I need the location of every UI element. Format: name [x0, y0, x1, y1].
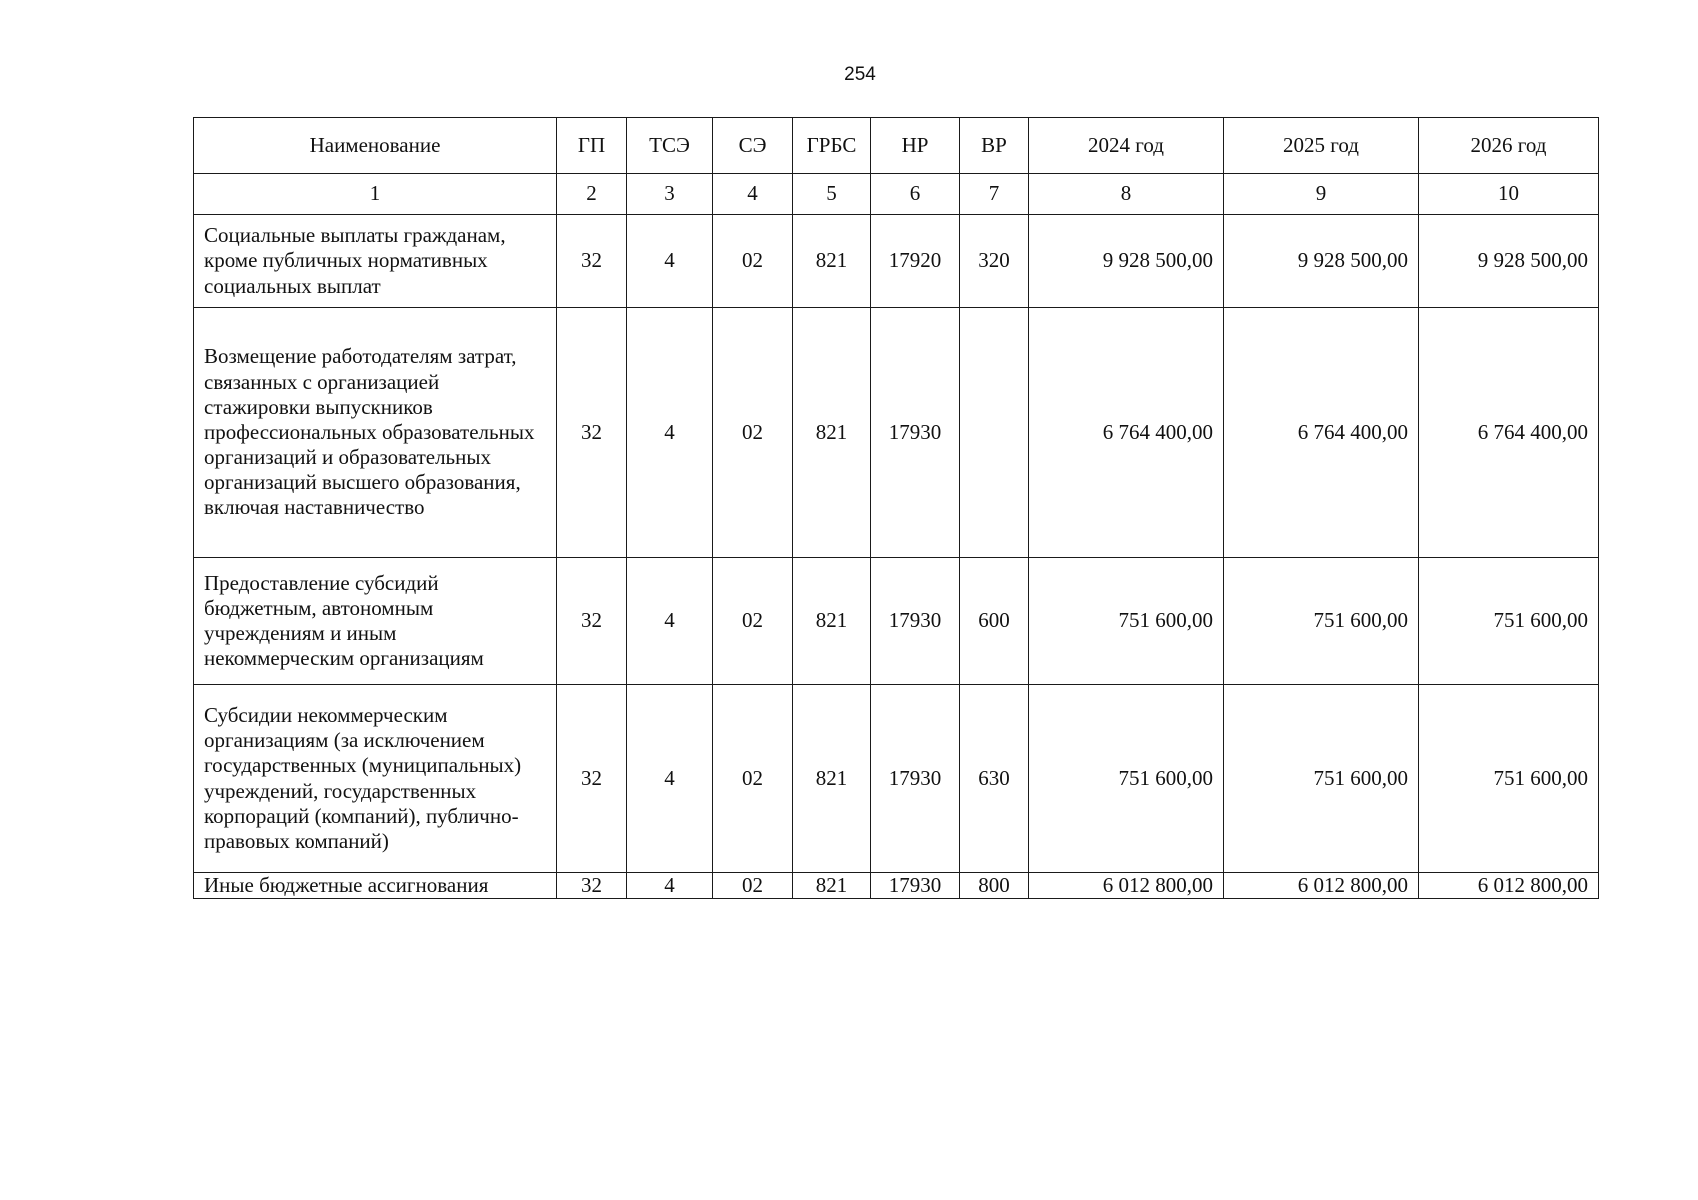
cell-se: 02 — [713, 308, 793, 558]
cell-grbs: 821 — [793, 873, 871, 899]
column-number: 10 — [1419, 174, 1599, 215]
cell-2025: 751 600,00 — [1224, 558, 1419, 685]
cell-gp: 32 — [557, 873, 627, 899]
header-2025: 2025 год — [1224, 118, 1419, 174]
column-number: 7 — [960, 174, 1029, 215]
cell-name: Возмещение работодателям затрат, связанных с организацией стажировки выпускников профессиональных образовательных организаций и образовательных организаций высшего образования, включая наставничество — [194, 308, 557, 558]
cell-gp: 32 — [557, 308, 627, 558]
cell-2026: 9 928 500,00 — [1419, 215, 1599, 308]
cell-vr: 800 — [960, 873, 1029, 899]
column-number-row — [194, 174, 1599, 215]
cell-2024: 9 928 500,00 — [1029, 215, 1224, 308]
cell-gp: 32 — [557, 215, 627, 308]
cell-2026: 6 012 800,00 — [1419, 873, 1599, 899]
cell-name: Иные бюджетные ассигнования — [194, 873, 557, 899]
cell-2024: 751 600,00 — [1029, 558, 1224, 685]
table-row — [194, 685, 1599, 873]
cell-2024: 751 600,00 — [1029, 685, 1224, 873]
cell-nr: 17930 — [871, 558, 960, 685]
column-number: 2 — [557, 174, 627, 215]
cell-2025: 6 764 400,00 — [1224, 308, 1419, 558]
cell-name: Предоставление субсидий бюджетным, автономным учреждениям и иным некоммерческим организациям — [194, 558, 557, 685]
table-row — [194, 215, 1599, 308]
column-number: 3 — [627, 174, 713, 215]
cell-2026: 751 600,00 — [1419, 558, 1599, 685]
cell-2024: 6 764 400,00 — [1029, 308, 1224, 558]
table-row — [194, 873, 1599, 899]
cell-gp: 32 — [557, 558, 627, 685]
header-gp: ГП — [557, 118, 627, 174]
cell-grbs: 821 — [793, 215, 871, 308]
cell-se: 02 — [713, 558, 793, 685]
header-2024: 2024 год — [1029, 118, 1224, 174]
cell-se: 02 — [713, 873, 793, 899]
cell-vr — [960, 308, 1029, 558]
cell-name: Субсидии некоммерческим организациям (за исключением государственных (муниципальных) учреждений, государственных корпораций (компаний), публично-правовых компаний) — [194, 685, 557, 873]
cell-name: Социальные выплаты гражданам, кроме публичных нормативных социальных выплат — [194, 215, 557, 308]
column-number: 5 — [793, 174, 871, 215]
column-number: 6 — [871, 174, 960, 215]
header-row — [194, 118, 1599, 174]
header-vr: ВР — [960, 118, 1029, 174]
header-2026: 2026 год — [1419, 118, 1599, 174]
cell-se: 02 — [713, 215, 793, 308]
budget-table — [193, 117, 1599, 899]
column-number: 8 — [1029, 174, 1224, 215]
cell-tse: 4 — [627, 215, 713, 308]
cell-grbs: 821 — [793, 558, 871, 685]
cell-nr: 17920 — [871, 215, 960, 308]
column-number: 9 — [1224, 174, 1419, 215]
cell-2026: 6 764 400,00 — [1419, 308, 1599, 558]
header-nr: НР — [871, 118, 960, 174]
cell-vr: 600 — [960, 558, 1029, 685]
cell-2025: 9 928 500,00 — [1224, 215, 1419, 308]
cell-gp: 32 — [557, 685, 627, 873]
table-row — [194, 558, 1599, 685]
cell-tse: 4 — [627, 873, 713, 899]
column-number: 1 — [194, 174, 557, 215]
cell-nr: 17930 — [871, 685, 960, 873]
cell-2025: 6 012 800,00 — [1224, 873, 1419, 899]
cell-nr: 17930 — [871, 308, 960, 558]
page-number: 254 — [844, 64, 876, 85]
header-name: Наименование — [194, 118, 557, 174]
table-row — [194, 308, 1599, 558]
header-grbs: ГРБС — [793, 118, 871, 174]
cell-nr: 17930 — [871, 873, 960, 899]
cell-2024: 6 012 800,00 — [1029, 873, 1224, 899]
cell-grbs: 821 — [793, 308, 871, 558]
cell-tse: 4 — [627, 685, 713, 873]
header-tse: ТСЭ — [627, 118, 713, 174]
cell-se: 02 — [713, 685, 793, 873]
cell-tse: 4 — [627, 558, 713, 685]
cell-2025: 751 600,00 — [1224, 685, 1419, 873]
cell-vr: 320 — [960, 215, 1029, 308]
cell-tse: 4 — [627, 308, 713, 558]
header-se: СЭ — [713, 118, 793, 174]
cell-vr: 630 — [960, 685, 1029, 873]
cell-2026: 751 600,00 — [1419, 685, 1599, 873]
cell-grbs: 821 — [793, 685, 871, 873]
column-number: 4 — [713, 174, 793, 215]
